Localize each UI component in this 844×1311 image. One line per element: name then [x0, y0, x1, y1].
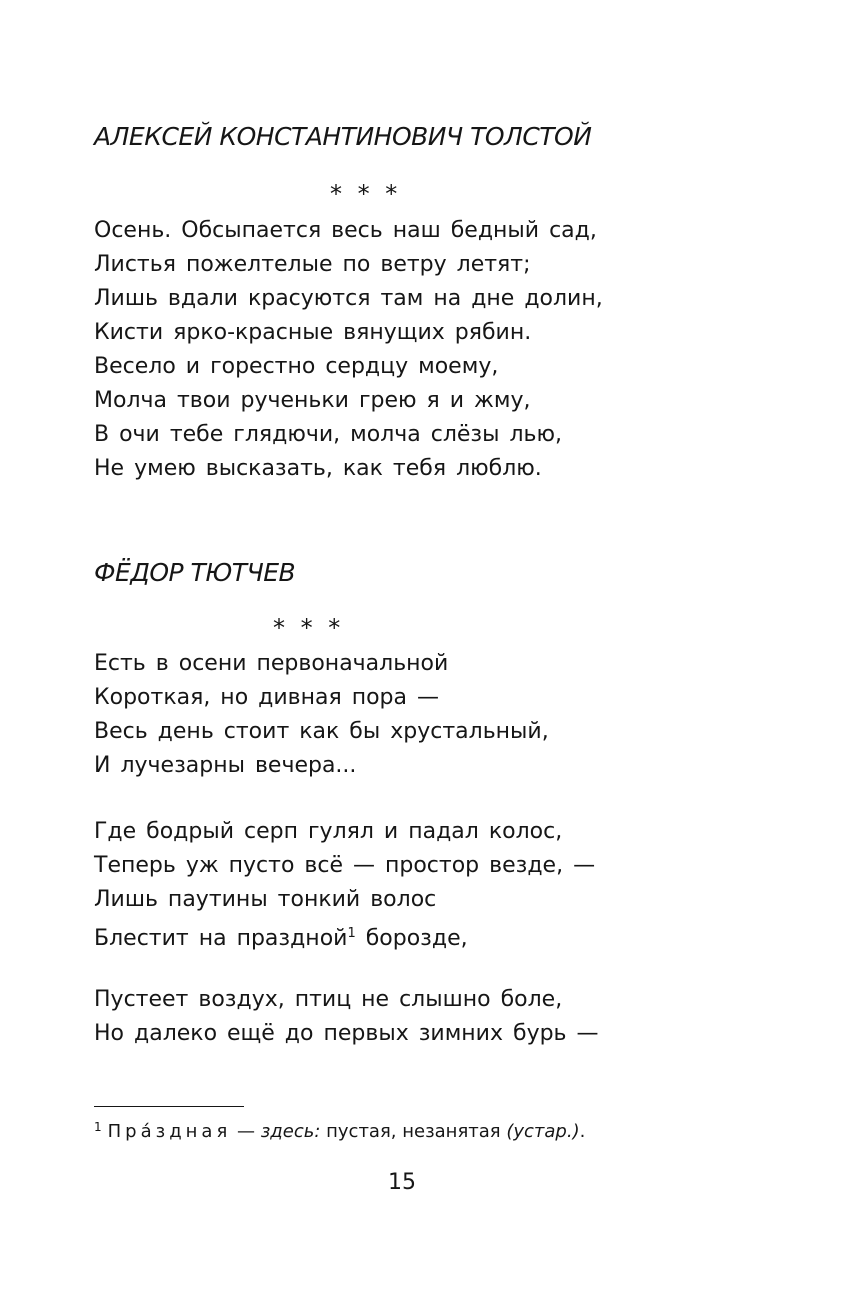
poem-line: Весь день стоит как бы хрустальный,: [94, 719, 549, 744]
page-number: 15: [388, 1170, 416, 1195]
footnote-label: здесь:: [260, 1121, 321, 1142]
poem-stanza: [94, 815, 595, 951]
poem-line: Кисти ярко-красные вянущих рябин.: [94, 320, 532, 345]
poem-line: Но далеко ещё до первых зимних бурь —: [94, 1021, 599, 1046]
poem-line: В очи тебе глядючи, молча слёзы лью,: [94, 422, 563, 447]
footnote-dash: —: [231, 1121, 261, 1142]
poem-line: Есть в осени первоначальной: [94, 651, 449, 676]
poem-line: Теперь уж пусто всё — простор везде, —: [94, 853, 596, 878]
asterism: * * *: [273, 614, 345, 642]
poem-line: Листья пожелтелые по ветру летят;: [94, 252, 531, 277]
poem-stanza: [94, 647, 549, 783]
poem-line: Лишь паутины тонкий волос: [94, 887, 437, 912]
asterism: * * *: [330, 180, 402, 208]
poem-line: Пустеет воздух, птиц не слышно боле,: [94, 987, 563, 1012]
line-text: бороздe,: [355, 926, 468, 951]
line-text: Блестит на праздной: [94, 926, 348, 951]
footnote-number: 1: [94, 1120, 102, 1134]
footnote-term: Пра́здная: [107, 1121, 232, 1142]
poem-line: Лишь вдали красуются там на дне долин,: [94, 286, 603, 311]
footnote-divider: [94, 1106, 244, 1107]
footnote-marker: 1: [347, 926, 356, 941]
author-heading-tolstoy: АЛЕКСЕЙ КОНСТАНТИНОВИЧ ТОЛСТОЙ: [94, 122, 592, 151]
poem-stanza: [94, 214, 603, 486]
author-heading-tyutchev: ФЁДОР ТЮТЧЕВ: [94, 558, 296, 587]
footnote-end: .: [579, 1121, 586, 1142]
poem-line: Молча твои рученьки грею я и жму,: [94, 388, 531, 413]
poem-line: Не умею высказать, как тебя люблю.: [94, 456, 542, 481]
poem-line: И лучезарны вечера...: [94, 753, 357, 778]
footnote-usage-note: (устар.): [506, 1121, 580, 1142]
footnote-definition: пустая, незанятая: [320, 1121, 507, 1142]
poem-line: Весело и горестно сердцу моему,: [94, 354, 499, 379]
poem-stanza: [94, 983, 599, 1051]
poem-line: Где бодрый серп гулял и падал колос,: [94, 819, 563, 844]
poem-line-with-footnote: [94, 917, 595, 951]
poem-line: Короткая, но дивная пора —: [94, 685, 439, 710]
footnote: [94, 1120, 585, 1142]
poem-line: Осень. Обсыпается весь наш бедный сад,: [94, 218, 597, 243]
